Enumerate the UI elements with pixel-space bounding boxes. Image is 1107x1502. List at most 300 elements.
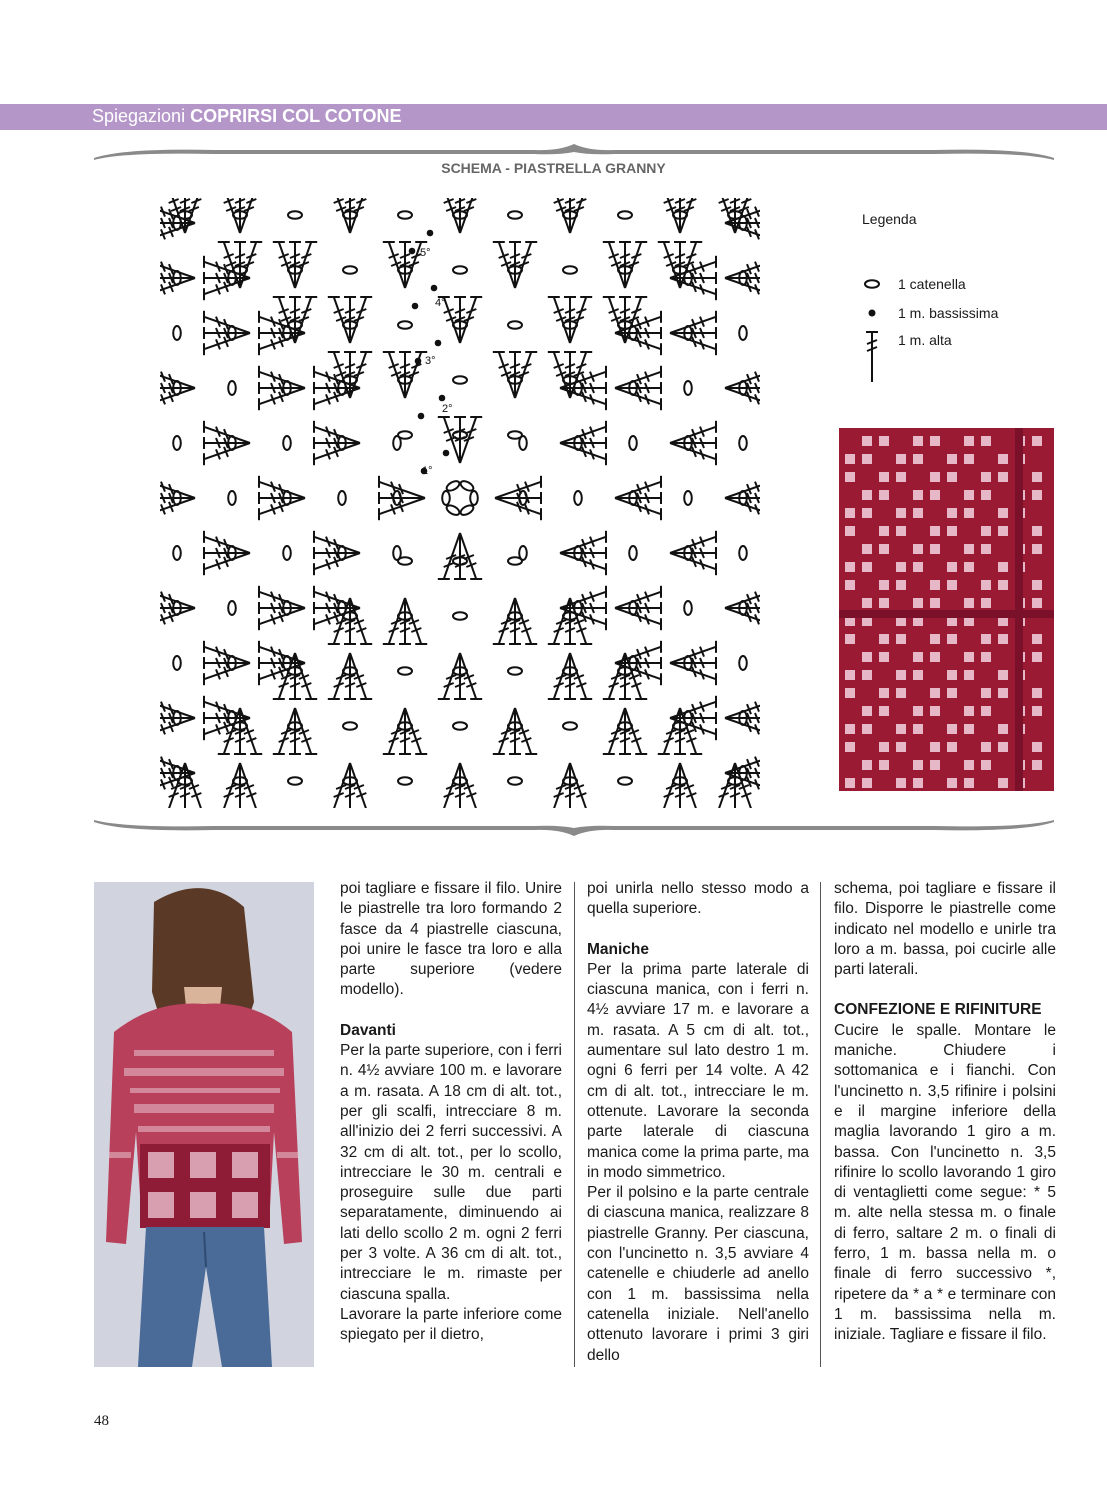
chain-stitch [453, 376, 467, 384]
treble-cluster [273, 708, 317, 754]
chain-stitch [684, 491, 692, 505]
treble-cluster [493, 708, 537, 754]
treble-cluster [314, 531, 360, 575]
treble-cluster [493, 242, 537, 288]
treble-cluster [160, 476, 195, 520]
yarn-patch [964, 454, 974, 464]
treble-cluster [259, 586, 305, 630]
yarn-patch [981, 598, 991, 608]
yarn-patch [981, 652, 991, 662]
yarn-patch [862, 562, 872, 572]
treble-cluster [160, 256, 195, 300]
yarn-patch [998, 724, 1008, 734]
column-divider [820, 882, 821, 1367]
chain-stitch [508, 211, 522, 219]
yarn-patch [862, 544, 872, 554]
yarn-patch [913, 670, 923, 680]
yarn-patch [913, 760, 923, 770]
treble-stitch [664, 198, 680, 233]
chain-stitch [739, 656, 747, 670]
treble-cluster [615, 586, 661, 630]
treble-stitch [719, 198, 735, 233]
yarn-patch [913, 706, 923, 716]
treble-stitch [160, 223, 195, 239]
yarn-patch [862, 724, 872, 734]
treble-cluster [383, 598, 427, 644]
chain-stitch [398, 667, 412, 675]
chain-stitch [508, 431, 522, 439]
chain-stitch [442, 491, 450, 505]
yarn-patch [964, 778, 974, 788]
treble-cluster [328, 297, 372, 343]
treble-cluster [548, 297, 592, 343]
round-label: 3° [425, 355, 436, 367]
yarn-patch [896, 580, 906, 590]
treble-stitch [160, 718, 195, 734]
chain-stitch [508, 777, 522, 785]
yarn-patch [1032, 598, 1042, 608]
yarn-patch [981, 760, 991, 770]
treble-cluster [438, 533, 482, 579]
chain-stitch [574, 491, 582, 505]
treble-stitch-icon [862, 330, 886, 384]
treble-cluster [725, 696, 760, 740]
treble-cluster [438, 417, 482, 463]
yarn-patch [896, 778, 906, 788]
yarn-patch [1032, 544, 1042, 554]
yarn-patch [930, 526, 940, 536]
treble-cluster [328, 653, 372, 699]
yarn-patch [913, 508, 923, 518]
treble-cluster [259, 366, 305, 410]
chain-stitch [618, 777, 632, 785]
yarn-patch [998, 670, 1008, 680]
yarn-patch [981, 706, 991, 716]
text-column-1 [340, 879, 562, 1346]
yarn-patch [930, 688, 940, 698]
chain-stitch [739, 436, 747, 450]
yarn-patch [947, 562, 957, 572]
yarn-patch [930, 490, 940, 500]
yarn-patch [896, 724, 906, 734]
slip-stitch [418, 413, 425, 420]
chain-stitch [629, 546, 637, 560]
treble-cluster [548, 653, 592, 699]
chain-stitch [453, 612, 467, 620]
yarn-patch [845, 472, 855, 482]
treble-cluster [160, 696, 195, 740]
treble-stitch [334, 198, 350, 233]
yarn-patch [964, 598, 974, 608]
yarn-patch [964, 490, 974, 500]
chain-stitch [684, 601, 692, 615]
treble-stitch [160, 278, 195, 294]
round-label: 4° [435, 297, 446, 309]
treble-cluster [603, 708, 647, 754]
yarn-patch [981, 742, 991, 752]
yarn-patch [930, 742, 940, 752]
treble-cluster [670, 641, 716, 685]
yarn-patch [998, 472, 1008, 482]
chain-stitch [445, 479, 461, 493]
treble-cluster [615, 476, 661, 520]
treble-cluster [725, 476, 760, 520]
treble-stitch [725, 262, 760, 278]
yarn-patch [981, 472, 991, 482]
yarn-patch [930, 706, 940, 716]
yarn-patch [964, 508, 974, 518]
chain-stitch [288, 777, 302, 785]
treble-cluster [204, 531, 250, 575]
treble-cluster [495, 476, 541, 520]
yarn-patch [896, 562, 906, 572]
treble-stitch [444, 198, 460, 233]
yarn-patch [947, 472, 957, 482]
yarn-patch [879, 526, 889, 536]
chain-stitch [398, 321, 412, 329]
treble-stitch [725, 757, 760, 773]
treble-cluster [493, 352, 537, 398]
section-heading: Maniche [587, 940, 650, 958]
slip-stitch [409, 248, 416, 255]
chain-stitch [173, 546, 181, 560]
top-scroll-divider [94, 142, 1054, 162]
page-number: 48 [94, 1413, 109, 1429]
yarn-patch [862, 652, 872, 662]
treble-stitch [725, 482, 760, 498]
slip-stitch-dot-icon [862, 303, 886, 323]
yarn-patch [896, 670, 906, 680]
yarn-patch [845, 454, 855, 464]
yarn-patch [930, 634, 940, 644]
treble-stitch [160, 608, 195, 624]
yarn-patch [1032, 688, 1042, 698]
treble-cluster [548, 198, 592, 233]
chain-stitch [393, 546, 401, 560]
yarn-patch [1032, 706, 1042, 716]
round-label: 2° [442, 403, 453, 415]
yarn-patch [930, 760, 940, 770]
chain-stitch [453, 722, 467, 730]
yarn-patch [947, 508, 957, 518]
yarn-patch [964, 706, 974, 716]
yarn-patch [998, 688, 1008, 698]
yarn-patch [1032, 760, 1042, 770]
paragraph: Per la prima parte laterale di ciascuna manica, con i ferri n. 4½ avviare 17 m. e lavorare a m. rasata. A 5 cm di alt. tot., aumentare sul lato destro 1 m. ogni 6 ferri per 14 volte. A 42 cm di alt. tot., intrecciare le m. ottenute. Lavorare la seconda parte laterale di ciascuna manica come la prima parte, ma in modo simmetrico. [587, 960, 809, 1181]
yarn-patch [913, 562, 923, 572]
treble-cluster [383, 708, 427, 754]
chain-stitch [343, 266, 357, 274]
yarn-patch [1032, 634, 1042, 644]
yarn-patch [930, 436, 940, 446]
treble-stitch [554, 198, 570, 233]
treble-cluster [603, 242, 647, 288]
yarn-patch [998, 454, 1008, 464]
treble-cluster [314, 421, 360, 465]
paragraph: Per la parte superiore, con i ferri n. 4½ avviare 100 m. e lavorare a m. rasata. A 18 cm di alt. tot., per gli scalfi, intrecciare 8 m. all'inizio dei 2 ferri successivi. A 32 cm di alt. tot., per lo scollo, intrecciare le 30 m. centrali e proseguire sulle due parti separatamente, diminuendo ai lati dello scollo 2 m. ogni 2 ferri per 3 volte. A 36 cm di alt. tot., intrecciare le m. rimaste per ciascuna spalla. [340, 1042, 562, 1303]
yarn-patch [913, 778, 923, 788]
chain-stitch [173, 656, 181, 670]
chain-stitch [739, 546, 747, 560]
yarn-patch [947, 670, 957, 680]
section-heading: CONFEZIONE E RIFINITURE [834, 1001, 1042, 1019]
yarn-patch [947, 526, 957, 536]
yarn-patch [947, 580, 957, 590]
yarn-patch [981, 544, 991, 554]
yarn-patch [896, 454, 906, 464]
yarn-patch [964, 760, 974, 770]
slip-stitch [439, 395, 446, 402]
yarn-patch [998, 562, 1008, 572]
legend-title: Legenda [862, 211, 917, 227]
tile-seam [1015, 428, 1023, 791]
treble-cluster [560, 531, 606, 575]
yarn-patch [1032, 652, 1042, 662]
yarn-patch [845, 580, 855, 590]
model-photo [94, 882, 314, 1367]
treble-cluster [615, 366, 661, 410]
yarn-patch [896, 742, 906, 752]
chain-stitch [470, 491, 478, 505]
chain-stitch [173, 436, 181, 450]
chain-stitch [283, 546, 291, 560]
paragraph: Cucire le spalle. Montare le maniche. Chiudere i sottomanica e i fianchi. Con l'uncinetto n. 3,5 rifinire i polsini e il margine inferiore della maglia lavorando 1 giro a m. bassa. Con l'uncinetto n. 3,5 rifinire lo scollo lavorando 1 giro di ventaglietti come segue: * 5 m. alte nella stessa m. o finale di ferro, saltare 2 m. o finali di ferro, 1 m. bassa nella m. o finale di ferro successivo *, ripetere da * a * e terminare con 1 m. bassissima nella m. iniziale. Tagliare e fissare il filo. [834, 1021, 1056, 1344]
chain-stitch [519, 546, 527, 560]
slip-stitch [435, 340, 442, 347]
yarn-patch [879, 472, 889, 482]
yarn-patch [879, 580, 889, 590]
yarn-patch [930, 580, 940, 590]
chain-stitch [629, 436, 637, 450]
yarn-patch [930, 652, 940, 662]
yarn-patch [845, 508, 855, 518]
treble-stitch [725, 592, 760, 608]
slip-stitch [431, 285, 438, 292]
yarn-patch [981, 436, 991, 446]
chain-stitch [228, 381, 236, 395]
treble-cluster [725, 256, 760, 300]
yarn-patch [998, 634, 1008, 644]
paragraph: schema, poi tagliare e fissare il filo. Disporre le piastrelle come indicato nel modello e unirle tra loro a m. bassa, poi cucirle alle parti laterali. [834, 880, 1056, 979]
yarn-patch [947, 688, 957, 698]
treble-cluster [725, 586, 760, 630]
yarn-patch [879, 688, 889, 698]
round-label: 1° [422, 465, 433, 477]
yarn-patch [845, 634, 855, 644]
chain-stitch [563, 722, 577, 730]
chain-stitch [173, 326, 181, 340]
yarn-patch [964, 724, 974, 734]
yarn-patch [862, 778, 872, 788]
yarn-patch [998, 526, 1008, 536]
yarn-patch [879, 598, 889, 608]
chain-oval-icon [862, 274, 886, 294]
yarn-patch [879, 706, 889, 716]
treble-cluster [259, 476, 305, 520]
yarn-patch [1032, 490, 1042, 500]
text-column-3 [834, 879, 1056, 1346]
yarn-patch [981, 634, 991, 644]
yarn-patch [896, 634, 906, 644]
text-column-2 [587, 879, 809, 1366]
paragraph: Lavorare la parte inferiore come spiegato per il dietro, [340, 1305, 562, 1344]
yarn-patch [1032, 436, 1042, 446]
yarn-patch [964, 670, 974, 680]
chain-stitch [393, 436, 401, 450]
treble-cluster [204, 641, 250, 685]
yarn-patch [964, 544, 974, 554]
yarn-patch [879, 490, 889, 500]
granny-square-diagram [160, 198, 760, 808]
treble-cluster [658, 198, 702, 233]
yarn-patch [930, 544, 940, 554]
chain-stitch [618, 211, 632, 219]
treble-cluster [438, 198, 482, 233]
chain-stitch [459, 479, 475, 493]
yarn-patch [981, 490, 991, 500]
yarn-patch [913, 544, 923, 554]
chain-stitch [459, 503, 475, 517]
treble-stitch [160, 388, 195, 404]
bottom-scroll-divider [94, 818, 1054, 838]
treble-stitch [725, 702, 760, 718]
granny-swatch-photo [839, 428, 1054, 791]
yarn-patch [879, 652, 889, 662]
chain-stitch [228, 601, 236, 615]
yarn-patch [947, 724, 957, 734]
treble-cluster [160, 366, 195, 410]
yarn-patch [879, 760, 889, 770]
yarn-patch [862, 760, 872, 770]
yarn-patch [845, 724, 855, 734]
yarn-patch [947, 454, 957, 464]
yarn-patch [862, 670, 872, 680]
treble-cluster [204, 311, 250, 355]
yarn-patch [845, 778, 855, 788]
yarn-patch [981, 580, 991, 590]
chain-stitch [338, 491, 346, 505]
yarn-patch [913, 724, 923, 734]
yarn-patch [1032, 742, 1042, 752]
yarn-patch [947, 634, 957, 644]
treble-cluster [725, 366, 760, 410]
round-label: 5° [420, 247, 431, 259]
yarn-patch [879, 544, 889, 554]
yarn-patch [862, 490, 872, 500]
yarn-patch [845, 562, 855, 572]
yarn-patch [964, 562, 974, 572]
yarn-patch [913, 454, 923, 464]
treble-cluster [328, 198, 372, 233]
chain-stitch [343, 722, 357, 730]
yarn-patch [1032, 580, 1042, 590]
header-title: Spiegazioni COPRIRSI COL COTONE [92, 106, 402, 126]
yarn-patch [879, 742, 889, 752]
chain-stitch [398, 777, 412, 785]
chain-stitch [508, 321, 522, 329]
chain-stitch [563, 266, 577, 274]
schema-title: SCHEMA - PIASTRELLA GRANNY [441, 160, 666, 176]
yarn-patch [981, 526, 991, 536]
slip-stitch [415, 358, 422, 365]
yarn-patch [913, 652, 923, 662]
column-divider [574, 882, 575, 1367]
treble-cluster [273, 242, 317, 288]
paragraph: poi tagliare e fissare il filo. Unire le piastrelle tra loro formando 2 fasce da 4 piastrelle ciascuna, poi unire le fasce tra loro e alla parte superiore (vedere modello). [340, 880, 562, 999]
yarn-patch [998, 580, 1008, 590]
slip-stitch [427, 230, 434, 237]
yarn-patch [998, 508, 1008, 518]
yarn-patch [896, 526, 906, 536]
chain-stitch [453, 266, 467, 274]
yarn-patch [913, 598, 923, 608]
slip-stitch [443, 450, 450, 457]
chain-stitch [739, 326, 747, 340]
yarn-patch [913, 490, 923, 500]
yarn-patch [947, 742, 957, 752]
yarn-patch [913, 436, 923, 446]
yarn-patch [862, 598, 872, 608]
chain-stitch [228, 491, 236, 505]
yarn-patch [947, 778, 957, 788]
yarn-patch [862, 454, 872, 464]
treble-stitch [224, 198, 240, 233]
yarn-patch [862, 436, 872, 446]
chain-stitch [684, 381, 692, 395]
treble-cluster [204, 421, 250, 465]
paragraph: poi unirla nello stesso modo a quella superiore. [587, 880, 809, 918]
treble-cluster [438, 653, 482, 699]
yarn-patch [845, 526, 855, 536]
yarn-patch [845, 670, 855, 680]
treble-cluster [670, 531, 716, 575]
yarn-patch [896, 508, 906, 518]
yarn-patch [862, 706, 872, 716]
slip-stitch [412, 303, 419, 310]
yarn-patch [845, 742, 855, 752]
yarn-patch [930, 472, 940, 482]
yarn-patch [896, 688, 906, 698]
yarn-patch [981, 688, 991, 698]
chain-stitch [288, 211, 302, 219]
yarn-patch [998, 742, 1008, 752]
treble-cluster [670, 421, 716, 465]
treble-cluster [670, 311, 716, 355]
treble-stitch [160, 498, 195, 514]
chain-stitch [283, 436, 291, 450]
treble-cluster [493, 598, 537, 644]
treble-stitch [725, 372, 760, 388]
yarn-patch [964, 436, 974, 446]
yarn-patch [1032, 526, 1042, 536]
chain-stitch [398, 211, 412, 219]
treble-cluster [560, 421, 606, 465]
yarn-patch [930, 598, 940, 608]
yarn-patch [879, 634, 889, 644]
treble-cluster [160, 586, 195, 630]
section-heading: Davanti [340, 1021, 396, 1039]
yarn-patch [845, 688, 855, 698]
yarn-patch [896, 472, 906, 482]
treble-cluster [218, 198, 262, 233]
yarn-patch [998, 778, 1008, 788]
treble-cluster [379, 476, 425, 520]
yarn-patch [862, 508, 872, 518]
chain-stitch [508, 667, 522, 675]
paragraph: Per il polsino e la parte centrale di ciascuna manica, realizzare 8 piastrelle Granny. Per ciascuna, con l'uncinetto n. 3,5 avviare 4 catenelle e chiuderle ad anello con 1 m. bassissima nella catenella iniziale. Nell'anello ottenuto lavorare i primi 3 giri dello [587, 1184, 809, 1364]
yarn-patch [1032, 472, 1042, 482]
yarn-patch [964, 652, 974, 662]
